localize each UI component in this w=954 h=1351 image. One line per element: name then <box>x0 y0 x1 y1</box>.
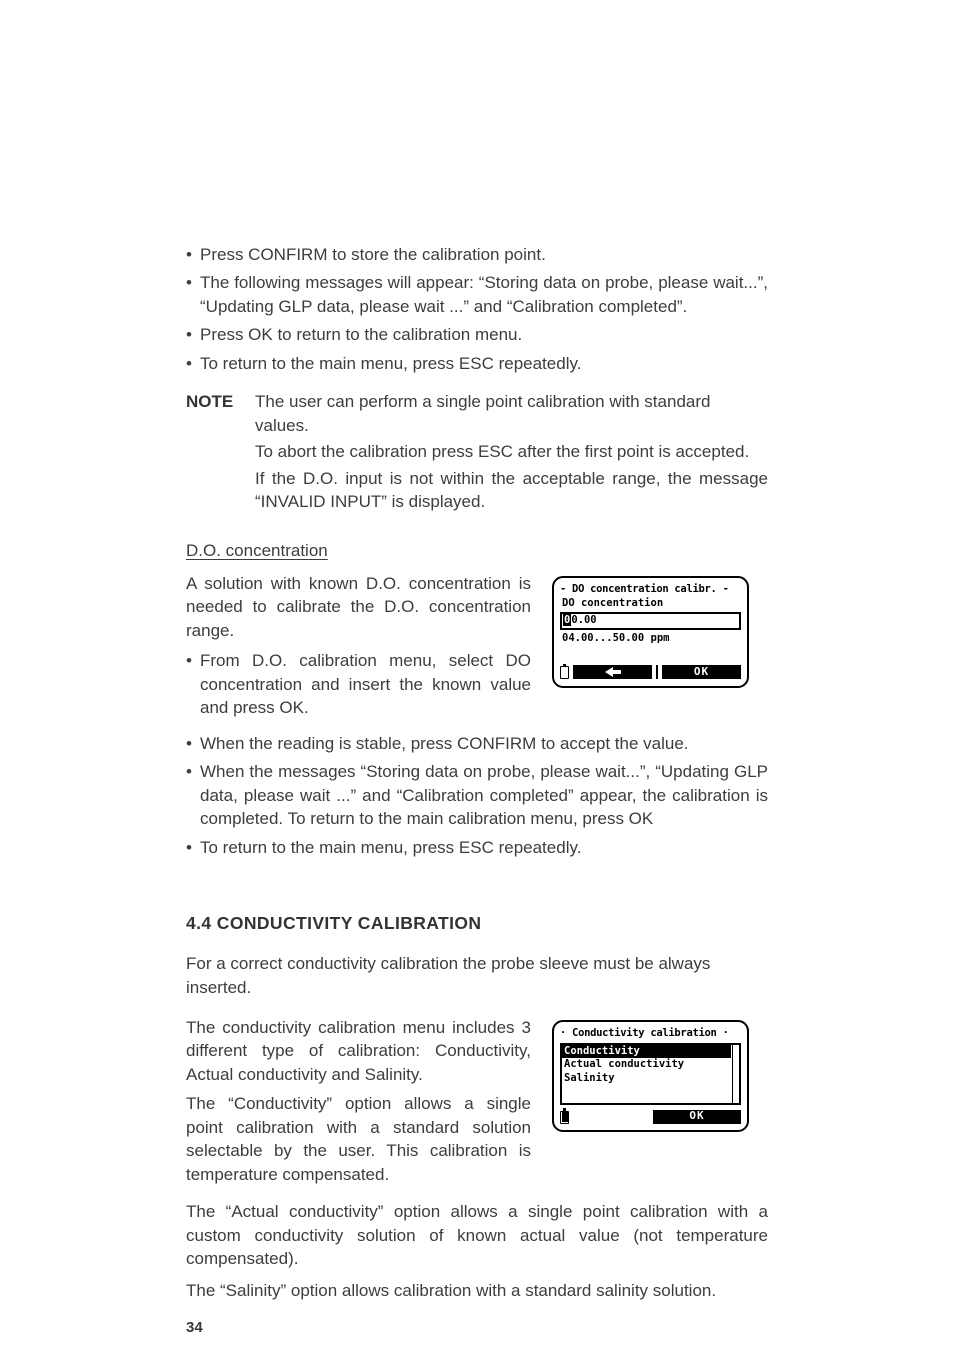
note-block <box>186 390 768 516</box>
bullet-marker: • <box>186 245 192 264</box>
note-lines <box>255 390 768 516</box>
list-item <box>186 649 531 719</box>
battery-icon <box>560 666 569 679</box>
paragraph: For a correct conductivity calibration the probe sleeve must be always inserted. <box>186 954 711 997</box>
lcd-screen-conductivity <box>552 1020 749 1132</box>
bullet-marker: • <box>186 325 192 345</box>
bullet-marker: • <box>186 733 192 753</box>
bullet-marker: • <box>186 837 192 857</box>
paragraph: The “Salinity” option allows calibration with a standard salinity solution. <box>186 1280 717 1300</box>
paragraph: A solution with known D.O. concentration is needed to calibrate the D.O. concentration range. <box>186 573 531 640</box>
bullet-text: To return to the main menu, press ESC repeatedly. <box>200 353 582 373</box>
bullet-text: The following messages will appear: “Storing data on probe, please wait...”, “Updating GLP data, please wait ...” and “Calibration completed”. <box>200 273 768 316</box>
do-calibration-bullets-top <box>186 243 768 375</box>
list-item <box>186 352 768 375</box>
bullet-text: When the reading is stable, press CONFIRM to accept the value. <box>200 733 689 753</box>
back-softkey <box>573 665 652 679</box>
bullet-marker: • <box>186 273 192 293</box>
lcd-menu-listbox <box>560 1043 741 1105</box>
paragraph: The conductivity calibration menu includes 3 different type of calibration: Conductivity, Actual conductivity and Salinity. <box>186 1018 531 1084</box>
list-item <box>186 323 768 346</box>
do-concentration-subheading: D.O. concentration <box>186 540 328 560</box>
bullet-text: Press OK to return to the calibration menu. <box>200 325 523 345</box>
lcd-range-hint: 04.00...50.00 ppm <box>562 631 670 644</box>
lcd-title: · Conductivity calibration · <box>560 1027 729 1040</box>
manual-page-content <box>186 243 768 1339</box>
bullet-marker: • <box>186 762 192 782</box>
list-item <box>186 271 768 318</box>
ok-softkey: OK <box>653 1110 741 1124</box>
lcd-menu-list <box>562 1045 731 1086</box>
lcd-display <box>552 576 749 688</box>
bullet-text: From D.O. calibration menu, select DO concentration and insert the known value and press OK. <box>200 651 531 718</box>
left-arrow-icon <box>605 667 621 677</box>
page-number: 34 <box>186 1319 203 1336</box>
lcd-input-value: 0.00 <box>571 614 597 627</box>
lcd-softkey-bar <box>560 665 741 680</box>
softkey-divider <box>656 665 658 679</box>
lcd-screen-do-concentration <box>552 576 749 688</box>
list-item <box>186 760 768 830</box>
lcd-menu-item: Salinity <box>564 1071 615 1084</box>
paragraph: The “Actual conductivity” option allows a single point calibration with a custom conductivity solution of known actual value (not temperature compensated). <box>186 1202 768 1269</box>
do-concentration-row <box>186 572 768 725</box>
bullet-marker: • <box>186 353 192 373</box>
lcd-value-input <box>560 612 741 630</box>
bullet-text: When the messages “Storing data on probe, please wait...”, “Updating GLP data, please wait ...” and “Calibration completed” appear, the calibration is completed. To return to the main calibration menu, press OK <box>200 762 768 829</box>
lcd-cursor: 0 <box>564 614 571 627</box>
conductivity-text-column <box>186 1016 531 1192</box>
list-item <box>186 836 768 859</box>
lcd-menu-item-selected: Conductivity <box>562 1045 731 1059</box>
note-label: NOTE <box>186 392 234 412</box>
note-line: If the D.O. input is not within the acceptable range, the message “INVALID INPUT” is displayed. <box>255 468 768 512</box>
list-item <box>186 243 768 266</box>
lcd-softkey-bar <box>560 1109 741 1124</box>
note-line: To abort the calibration press ESC after the first point is accepted. <box>255 442 750 462</box>
ok-softkey: OK <box>662 665 741 679</box>
do-calibration-bullets-bottom <box>186 732 768 859</box>
list-item <box>186 732 768 755</box>
do-concentration-text-column <box>186 572 531 725</box>
bullet-marker: • <box>186 651 192 671</box>
paragraph: The “Conductivity” option allows a single point calibration with a standard solution selectable by the user. This calibration is temperature compensated. <box>186 1094 531 1184</box>
lcd-scrollbar <box>732 1045 733 1103</box>
lcd-display <box>552 1020 749 1132</box>
lcd-title: - DO concentration calibr. - <box>560 582 729 595</box>
lcd-field-label: DO concentration <box>562 596 664 609</box>
lcd-menu-item: Actual conductivity <box>564 1058 685 1071</box>
bullet-text: To return to the main menu, press ESC repeatedly. <box>200 837 582 857</box>
battery-icon <box>560 1111 569 1124</box>
note-line: The user can perform a single point calibration with standard values. <box>255 392 711 435</box>
section-heading-conductivity-calibration: 4.4 CONDUCTIVITY CALIBRATION <box>186 912 482 933</box>
conductivity-row <box>186 1016 768 1192</box>
bullet-text: Press CONFIRM to store the calibration point. <box>200 245 546 264</box>
